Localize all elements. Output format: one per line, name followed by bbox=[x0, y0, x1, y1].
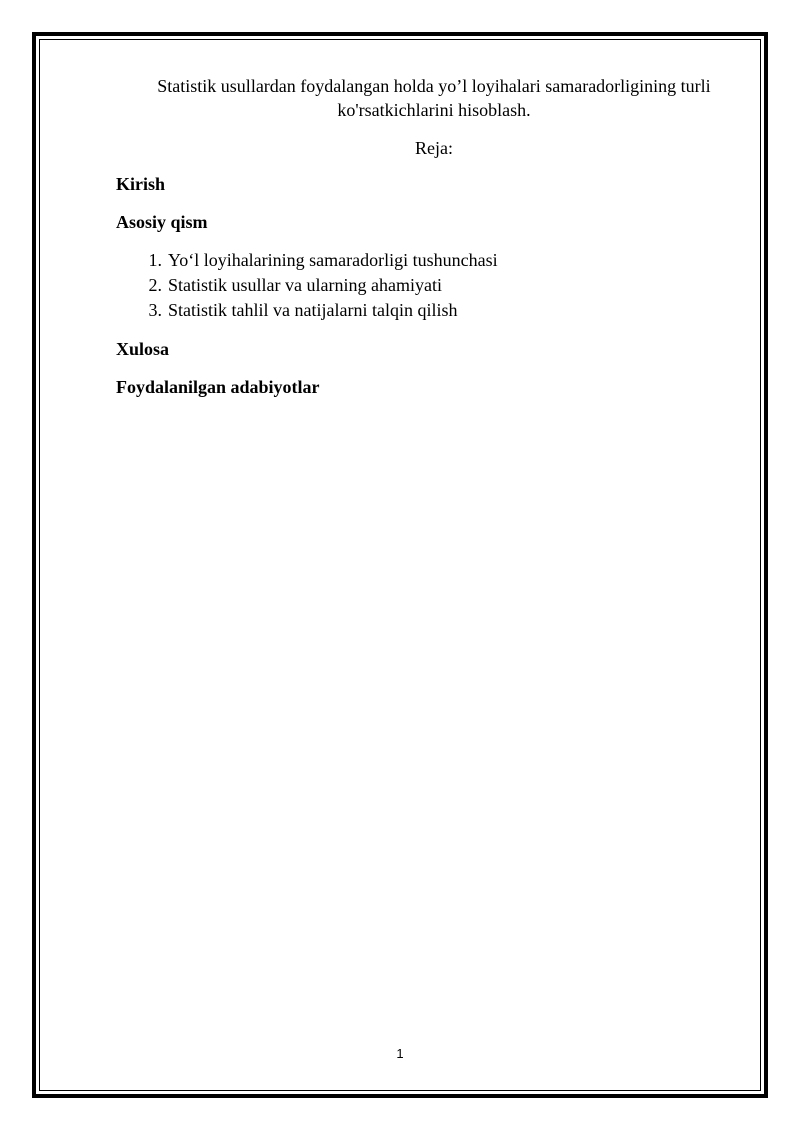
list-item-text: Yo‘l loyihalarining samaradorligi tushunchasi bbox=[168, 250, 498, 270]
section-main: Asosiy qism bbox=[116, 212, 208, 232]
list-item-text: Statistik tahlil va natijalarni talqin qilish bbox=[168, 300, 458, 320]
plan-heading: Reja: bbox=[415, 138, 453, 158]
section-references: Foydalanilgan adabiyotlar bbox=[116, 377, 320, 397]
section-intro: Kirish bbox=[116, 174, 166, 194]
list-item bbox=[116, 273, 730, 298]
document-body bbox=[116, 74, 730, 399]
list-item bbox=[116, 248, 730, 273]
page-number: 1 bbox=[396, 1046, 404, 1061]
list-item-number: 1. bbox=[148, 250, 162, 270]
list-item bbox=[116, 298, 730, 323]
list-item-number: 2. bbox=[148, 275, 162, 295]
section-conclusion: Xulosa bbox=[116, 339, 170, 359]
document-title: Statistik usullardan foydalangan holda yo’l loyihalari samaradorligining turli ko'rsatkichlarini hisoblash. bbox=[157, 76, 711, 120]
list-item-number: 3. bbox=[148, 300, 162, 320]
list-item-text: Statistik usullar va ularning ahamiyati bbox=[168, 275, 442, 295]
main-items-list bbox=[116, 248, 730, 323]
